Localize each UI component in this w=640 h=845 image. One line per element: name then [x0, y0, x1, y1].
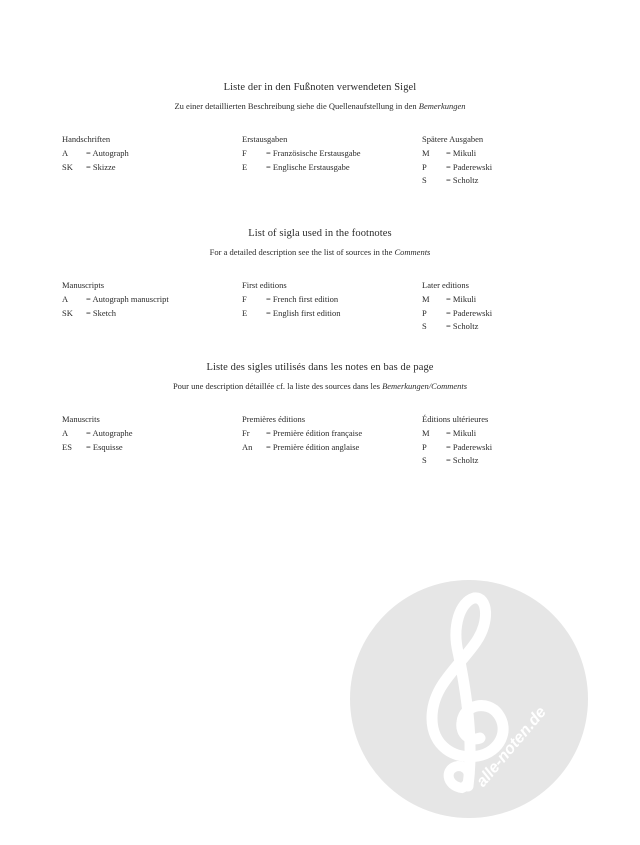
- sigla-abbr: S: [422, 175, 427, 185]
- sigla-desc: = Esquisse: [86, 441, 123, 452]
- sigla-desc: = French first edition: [266, 294, 339, 304]
- sigla-desc: = Scholtz: [446, 455, 479, 465]
- column-heading: Éditions ultérieures: [422, 414, 489, 424]
- sigla-entry: [422, 427, 492, 441]
- sigla-abbr: M: [422, 428, 430, 438]
- sigla-entry: [62, 161, 129, 175]
- sigla-entry: [422, 441, 492, 455]
- sigla-desc: = Autographe: [86, 428, 133, 438]
- sigla-desc: = English first edition: [266, 307, 341, 318]
- sigla-abbr: S: [422, 321, 427, 331]
- sigla-entry: [242, 293, 340, 307]
- sigla-desc: = Mikuli: [446, 294, 477, 304]
- column-first-editions: [242, 133, 361, 174]
- section-subtitle: For a detailed description see the list of sources in the Comments: [209, 247, 431, 257]
- column-first-editions: [242, 279, 340, 320]
- sigla-abbr: P: [422, 307, 427, 318]
- sigla-abbr: P: [422, 441, 427, 452]
- sigla-entry: [242, 441, 362, 455]
- sigla-abbr: F: [242, 148, 247, 158]
- section-subtitle: Pour une description détaillée cf. la liste des sources dans les Bemerkungen/Comments: [172, 381, 468, 391]
- column-heading: Premières éditions: [242, 414, 306, 424]
- sigla-abbr: M: [422, 148, 430, 158]
- sigla-abbr: S: [422, 455, 427, 465]
- sigla-abbr: SK: [62, 307, 73, 318]
- sigla-desc: = Mikuli: [446, 428, 477, 438]
- sigla-entry: [62, 427, 133, 441]
- sigla-desc: = Englische Erstausgabe: [266, 161, 350, 172]
- column-heading: Manuscrits: [62, 414, 100, 424]
- subtitle-italic-ref: Bemerkungen: [418, 101, 466, 111]
- sigla-desc: = Scholtz: [446, 175, 479, 185]
- sigla-desc: = Autograph manuscript: [86, 294, 169, 304]
- sigla-desc: = Paderewski: [446, 307, 493, 318]
- section-title: Liste der in den Fußnoten verwendeten Sigel: [223, 82, 417, 93]
- sigla-abbr: Fr: [242, 428, 250, 438]
- sigla-abbr: ES: [62, 441, 72, 452]
- column-heading: Erstausgaben: [242, 134, 288, 144]
- sigla-section-english: [0, 227, 640, 331]
- sigla-entry: [62, 293, 169, 307]
- sigla-abbr: SK: [62, 161, 73, 172]
- sigla-desc: = Paderewski: [446, 441, 493, 452]
- sigla-abbr: F: [242, 294, 247, 304]
- sigla-abbr: A: [62, 428, 69, 438]
- sigla-desc: = Première édition française: [266, 428, 363, 438]
- column-later-editions: [422, 133, 492, 188]
- sigla-entry: [242, 161, 361, 175]
- section-title: Liste des sigles utilisés dans les notes en bas de page: [206, 362, 434, 373]
- sigla-desc: = Skizze: [86, 161, 116, 172]
- sigla-entry: [242, 307, 340, 321]
- sigla-entry: [62, 147, 129, 161]
- sigla-entry: [62, 441, 133, 455]
- sigla-entry: [62, 307, 169, 321]
- sigla-section-german: [0, 81, 640, 185]
- sigla-entry: [242, 147, 361, 161]
- column-heading: Handschriften: [62, 134, 111, 144]
- sigla-desc: = Autograph: [86, 148, 129, 158]
- sigla-desc: = Première édition anglaise: [266, 441, 360, 452]
- sigla-abbr: E: [242, 307, 248, 318]
- watermark-text: alle-noten.de: [473, 703, 550, 791]
- sigla-desc: = Sketch: [86, 307, 117, 318]
- column-manuscripts: [62, 133, 129, 174]
- sigla-entry: [422, 320, 492, 334]
- sigla-entry: [422, 454, 492, 468]
- sigla-entry: [422, 174, 492, 188]
- subtitle-italic-ref: Comments: [394, 247, 431, 257]
- subtitle-italic-ref: Bemerkungen/Comments: [382, 381, 468, 391]
- sigla-abbr: A: [62, 148, 69, 158]
- column-heading: Spätere Ausgaben: [422, 134, 484, 144]
- column-later-editions: [422, 413, 492, 468]
- sigla-abbr: E: [242, 161, 248, 172]
- section-subtitle: Zu einer detaillierten Beschreibung siehe die Quellenaufstellung in den Bemerkungen: [174, 101, 466, 111]
- column-manuscripts: [62, 279, 169, 320]
- sigla-abbr: An: [242, 441, 253, 452]
- sigla-desc: = Paderewski: [446, 161, 493, 172]
- sigla-section-french: [0, 361, 640, 465]
- sigla-desc: = Französische Erstausgabe: [266, 148, 361, 158]
- sigla-entry: [422, 147, 492, 161]
- watermark-logo: [350, 580, 588, 818]
- column-first-editions: [242, 413, 362, 454]
- sigla-abbr: M: [422, 294, 430, 304]
- column-later-editions: [422, 279, 492, 334]
- sigla-entry: [242, 427, 362, 441]
- column-manuscripts: [62, 413, 133, 454]
- sigla-entry: [422, 161, 492, 175]
- column-heading: Manuscripts: [62, 280, 105, 290]
- sigla-desc: = Scholtz: [446, 321, 479, 331]
- sigla-entry: [422, 307, 492, 321]
- sigla-abbr: A: [62, 294, 69, 304]
- sigla-desc: = Mikuli: [446, 148, 477, 158]
- column-heading: First editions: [242, 280, 287, 290]
- sigla-abbr: P: [422, 161, 427, 172]
- column-heading: Later editions: [422, 280, 469, 290]
- section-title: List of sigla used in the footnotes: [248, 228, 392, 239]
- sigla-entry: [422, 293, 492, 307]
